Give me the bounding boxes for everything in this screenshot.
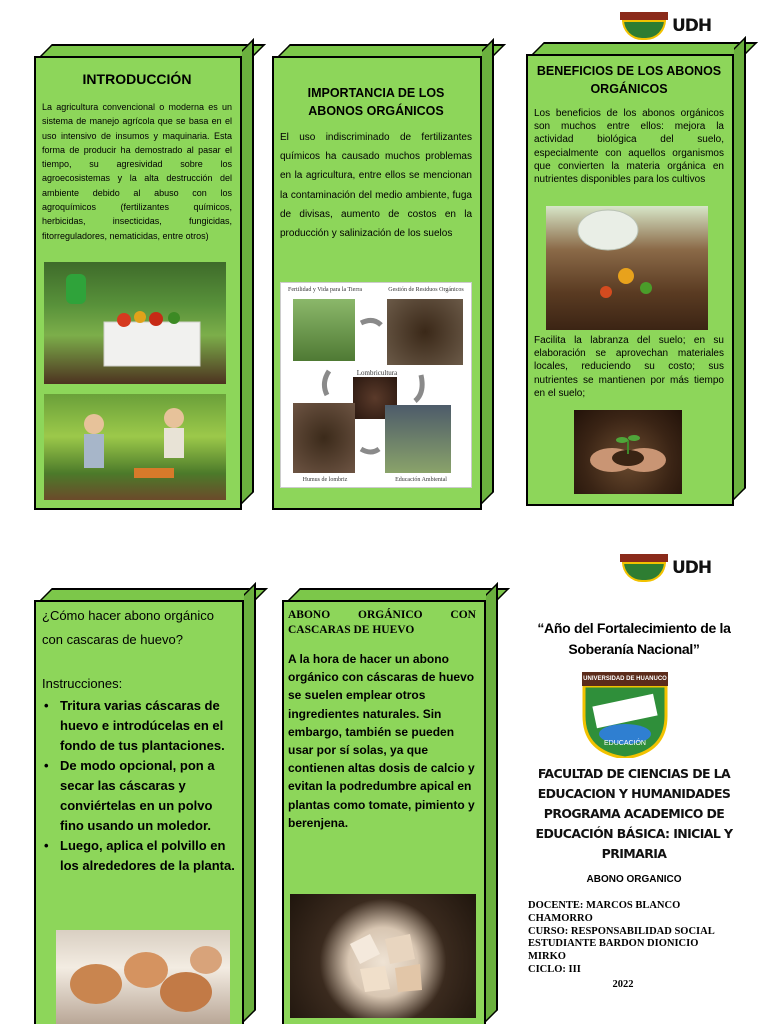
seal-bottom-text: EDUCACIÓN xyxy=(603,740,646,747)
year-label: 2022 xyxy=(612,978,634,990)
ciclo-label: CICLO: III xyxy=(528,963,581,975)
panel-title: ABONO ORGÁNICO CON CASCARAS DE HUEVO xyxy=(288,609,476,636)
panel-title: INTRODUCCIÓN xyxy=(82,71,192,87)
crushed-eggshells-photo xyxy=(290,894,476,1018)
university-seal xyxy=(582,672,668,758)
panel-abono-cascaras xyxy=(282,588,498,1024)
seal-shield-icon xyxy=(582,686,668,758)
topic-label: ABONO ORGANICO xyxy=(586,874,682,885)
udh-logo-bottom xyxy=(620,554,711,582)
logo-text: UDH xyxy=(672,558,712,578)
panel-body: Facilita la labranza del suelo; en su elaboración se aprovechan materiales locales, reduciendo su costo; sus nutrientes se mantienen por más tiempo en el suelo; xyxy=(534,335,724,399)
lombricultura-diagram xyxy=(280,282,472,488)
panel-como-hacer xyxy=(34,588,256,1024)
panel-importancia xyxy=(272,44,494,510)
curso-label: CURSO: RESPONSABILIDAD SOCIAL xyxy=(528,925,715,937)
university-shield-icon xyxy=(620,554,668,582)
compost-bin-photo xyxy=(546,206,708,330)
diagram-label: Gestión de Residuos Orgánicos xyxy=(388,287,464,293)
year-motto: “Año del Fortalecimiento de la Soberanía Nacional” xyxy=(537,620,731,657)
panel-title: BENEFICIOS DE LOS ABONOS ORGÁNICOS xyxy=(536,64,722,96)
estudiante-label: ESTUDIANTE BARDON DIONICIO MIRKO xyxy=(528,938,699,963)
university-shield-icon xyxy=(620,12,668,40)
diagram-label: Humus de lombriz xyxy=(302,477,348,483)
instructions-list xyxy=(42,696,238,876)
list-item: • Luego, aplica el polvillo en los alrededores de la planta. xyxy=(42,836,238,876)
docente-label: DOCENTE: MARCOS BLANCO CHAMORRO xyxy=(528,900,681,924)
panel-title: IMPORTANCIA DE LOS ABONOS ORGÁNICOS xyxy=(307,86,445,118)
panel-body: La agricultura convencional o moderna es un sistema de manejo agrícola que se basa en el uso intensivo de insumos y maquinaria. Esta forma de producir ha demostrado al pasar el tiempo, su agresividad sobre los agroecosistemas y la alta destrucción del ambiente debido al abuso con los agroquímicos (fertilizantes químicos, herbicidas, insecticidas, fungicidas, fitorreguladores, nematicidas, entre otros) xyxy=(42,102,232,241)
faculty-heading: FACULTAD DE CIENCIAS DE LA EDUCACION Y HUMANIDADES PROGRAMA ACADEMICO DE EDUCACIÓN BÁSICA: INICIAL Y PRIMARIA xyxy=(535,766,733,861)
diagram-label: Lombricultura xyxy=(356,369,398,377)
diagram-label: Fertilidad y Vida para la Tierra xyxy=(287,287,362,293)
panel-body: A la hora de hacer un abono orgánico con cáscaras de huevo se suelen emplear otros ingredientes naturales. Sin embargo, también se pueden usar por sí solas, ya que contienen altas dosis de calcio y evitan la podredumbre apical en plantas como tomate, pimiento y berenjena. xyxy=(288,652,475,830)
logo-text: UDH xyxy=(672,16,712,36)
children-gardening-photo xyxy=(44,394,226,500)
eggshells-photo xyxy=(56,930,230,1024)
cycle-arrows-icon xyxy=(281,283,473,489)
list-item: • Tritura varias cáscaras de huevo e introdúcelas en el fondo de tus plantaciones. xyxy=(42,696,238,756)
question-heading: ¿Cómo hacer abono orgánico con cascaras de huevo? xyxy=(42,608,214,647)
seal-banner: UNIVERSIDAD DE HUANUCO xyxy=(582,672,668,686)
hands-soil-seedling-photo xyxy=(574,410,682,494)
instructions-label: Instrucciones: xyxy=(42,676,123,691)
list-item: • De modo opcional, pon a secar las cáscaras y conviértelas en un polvo fino usando un moledor. xyxy=(42,756,238,836)
udh-logo-top xyxy=(620,12,711,40)
cover-panel xyxy=(516,618,752,660)
panel-body: El uso indiscriminado de fertilizantes químicos ha causado muchos problemas en la agricultura, entre ellos se mencionan la contaminación del medio ambiente, fuga de divisas, aumento de costos en la producción y salinización de los suelos xyxy=(280,132,472,240)
panel-beneficios xyxy=(526,42,746,506)
garden-photo xyxy=(44,262,226,384)
panel-body: Los beneficios de los abonos orgánicos son muchos entre ellos: mejora la actividad biológica del suelo, especialmente con aquellos organismos que convierten la materia orgánica en nutrientes disponibles para los cultivos xyxy=(534,108,724,186)
panel-introduccion xyxy=(34,44,254,510)
diagram-label: Educación Ambiental xyxy=(395,477,447,483)
